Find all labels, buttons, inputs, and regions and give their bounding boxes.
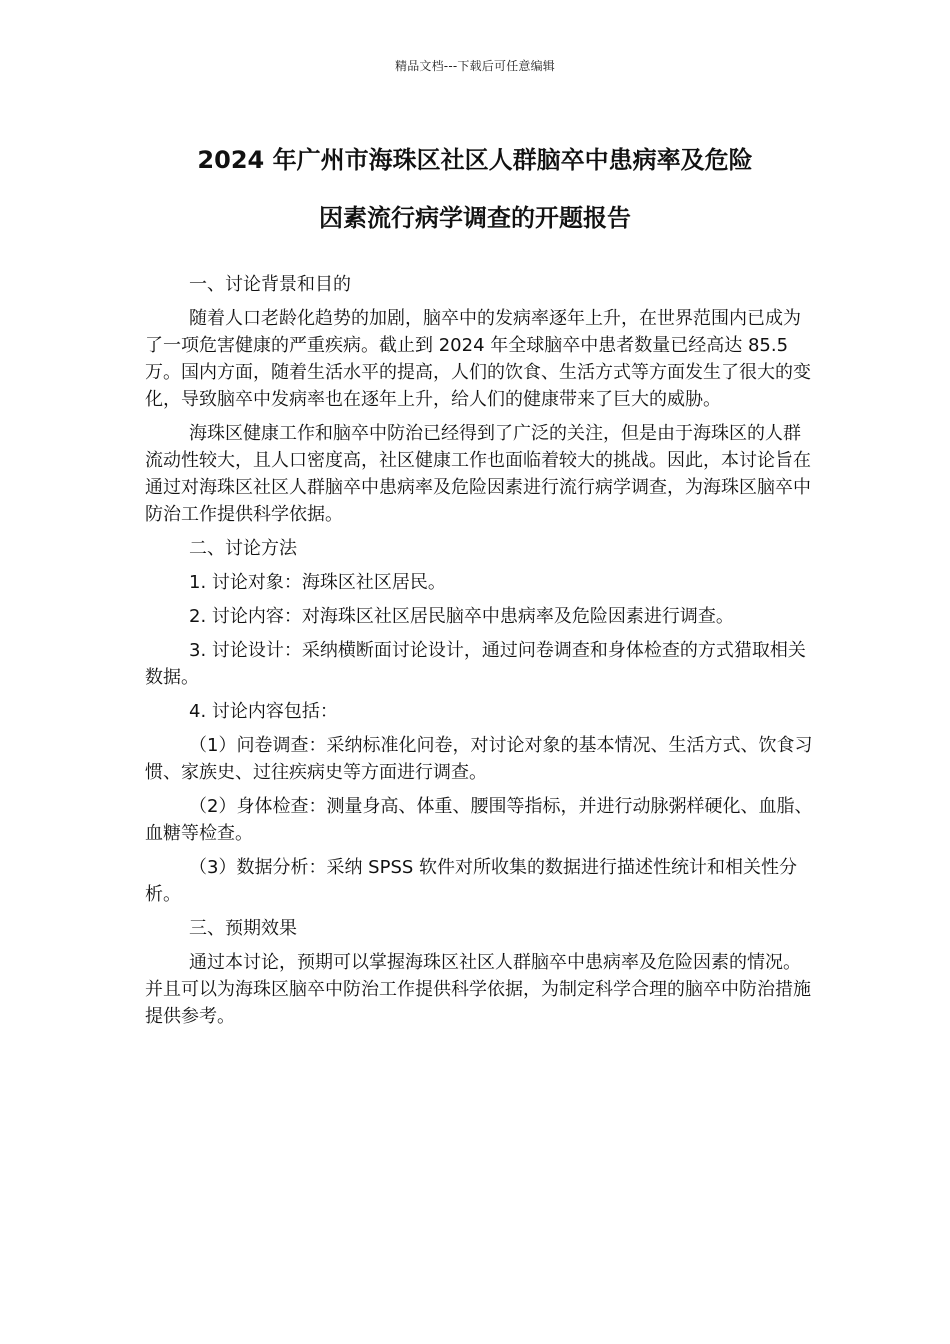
paragraph-background-1: 随着人口老龄化趋势的加剧，脑卒中的发病率逐年上升，在世界范围内已成为了一项危害健康的严重疾病。截止到 2024 年全球脑卒中患者数量已经高达 85.5 万。国内方面，随着生活水平的提高，人们的饮食、生活方式等方面发生了很大的变化，导致脑卒中发病率也在逐年上升，给人们的健康带来了巨大的威胁。 [145, 308, 811, 410]
section-heading-methods: 二、讨论方法 [189, 538, 297, 559]
document-title-line-1: 2024 年广州市海珠区社区人群脑卒中患病率及危险 [197, 146, 753, 174]
document-body [145, 271, 815, 1037]
section-heading-expected-results: 三、预期效果 [189, 918, 297, 939]
paragraph-background-2: 海珠区健康工作和脑卒中防治已经得到了广泛的关注，但是由于海珠区的人群流动性较大，且人口密度高，社区健康工作也面临着较大的挑战。因此，本讨论旨在通过对海珠区社区人群脑卒中患病率及危险因素进行流行病学调查，为海珠区脑卒中防治工作提供科学依据。 [145, 423, 811, 525]
header-note: 精品文档---下载后可任意编辑 [395, 59, 555, 73]
methods-item-content: 2. 讨论内容：对海珠区社区居民脑卒中患病率及危险因素进行调查。 [189, 606, 734, 627]
methods-item-includes: 4. 讨论内容包括： [189, 701, 338, 722]
paragraph-expected-results: 通过本讨论，预期可以掌握海珠区社区人群脑卒中患病率及危险因素的情况。并且可以为海珠区脑卒中防治工作提供科学依据，为制定科学合理的脑卒中防治措施提供参考。 [145, 952, 811, 1027]
section-heading-background: 一、讨论背景和目的 [189, 274, 351, 295]
methods-item-design: 3. 讨论设计：采纳横断面讨论设计，通过问卷调查和身体检查的方式猎取相关数据。 [145, 640, 806, 688]
methods-item-subjects: 1. 讨论对象：海珠区社区居民。 [189, 572, 446, 593]
methods-sub-data-analysis: （3）数据分析：采纳 SPSS 软件对所收集的数据进行描述性统计和相关性分析。 [145, 857, 798, 905]
methods-sub-physical-exam: （2）身体检查：测量身高、体重、腰围等指标，并进行动脉粥样硬化、血脂、血糖等检查。 [145, 796, 813, 844]
document-title-line-2: 因素流行病学调查的开题报告 [319, 204, 631, 232]
methods-sub-questionnaire: （1）问卷调查：采纳标准化问卷，对讨论对象的基本情况、生活方式、饮食习惯、家族史、过往疾病史等方面进行调查。 [145, 735, 813, 783]
